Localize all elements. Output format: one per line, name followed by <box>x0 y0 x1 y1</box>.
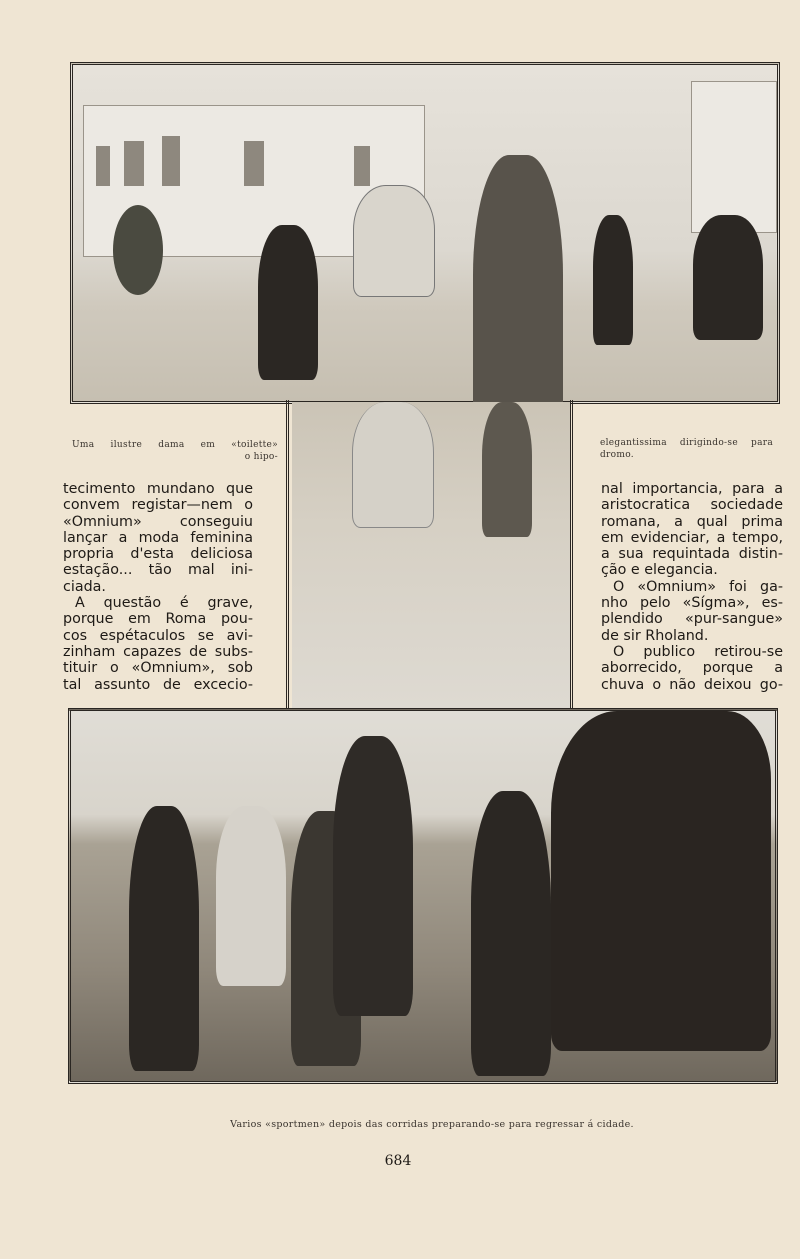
text-line: tecimento mundano que <box>63 481 253 497</box>
text-line: A questão é grave, <box>75 595 253 612</box>
man-walking <box>258 225 318 380</box>
text-line: de sir Rholand. <box>601 627 709 644</box>
gentleman-legs <box>482 402 532 537</box>
text-line: «Omnium» conseguiu <box>63 513 253 530</box>
sportman-left <box>129 806 199 1071</box>
text-line: estação... tão mal ini- <box>63 562 253 579</box>
photo-sportmen <box>68 708 778 1084</box>
lady-white-dress <box>353 185 435 297</box>
young-man-cap <box>471 791 551 1076</box>
text-line: em evidenciar, a tempo, <box>601 529 783 546</box>
photo-center-extension <box>292 402 570 710</box>
text-line: tal assunto de excecio- <box>63 676 253 693</box>
right-text-box-border <box>570 400 779 708</box>
text-line: tituir o «Omnium», sob <box>63 660 253 677</box>
text-line: zinham capazes de subs- <box>63 643 253 660</box>
text-line: a sua requintada distin- <box>601 546 783 563</box>
text-line: lançar a moda feminina <box>63 529 253 546</box>
text-line: propria d'esta deliciosa <box>63 546 253 563</box>
text-line: ciada. <box>63 578 106 595</box>
text-line: ção e elegancia. <box>601 562 718 579</box>
photo-elegant-lady-racecourse <box>70 62 780 404</box>
page-number: 684 <box>384 1153 412 1169</box>
text-line: porque em Roma pou- <box>63 611 253 628</box>
text-line: aristocratica sociedade <box>601 497 783 514</box>
spectator <box>593 215 633 345</box>
tree <box>113 205 163 295</box>
text-line: chuva o não deixou go- <box>601 676 783 693</box>
caption-top-left-cont: o hipo- <box>244 452 278 462</box>
text-line: aborrecido, porque a <box>601 660 783 677</box>
caption-top-right-cont: dromo. <box>600 450 634 460</box>
text-line: nho pelo «Sígma», es- <box>601 595 783 612</box>
lady-skirt <box>352 402 434 528</box>
left-text-box-border <box>70 400 289 708</box>
text-line: nal importancia, para a <box>601 481 783 497</box>
caption-top-right: elegantissima dirigindo-se para <box>600 438 773 448</box>
text-line: romana, a qual prima <box>601 513 783 530</box>
caption-top-left: Uma ilustre dama em «toilette» <box>72 440 278 450</box>
building-right <box>691 81 777 233</box>
text-line: plendido «pur-sangue» <box>601 611 783 628</box>
dark-horse <box>551 711 771 1051</box>
white-horse <box>216 806 286 986</box>
spectators-umbrella <box>693 215 763 340</box>
text-line: O publico retirou-se <box>613 643 783 660</box>
caption-bottom: Varios «sportmen» depois das corridas preparando-se para regressar á cidade. <box>230 1119 634 1130</box>
text-line: convem registar—nem o <box>63 497 253 514</box>
text-line: cos espétaculos se avi- <box>63 627 253 644</box>
text-line: O «Omnium» foi ga- <box>613 578 783 595</box>
rider-top-hat <box>333 736 413 1016</box>
